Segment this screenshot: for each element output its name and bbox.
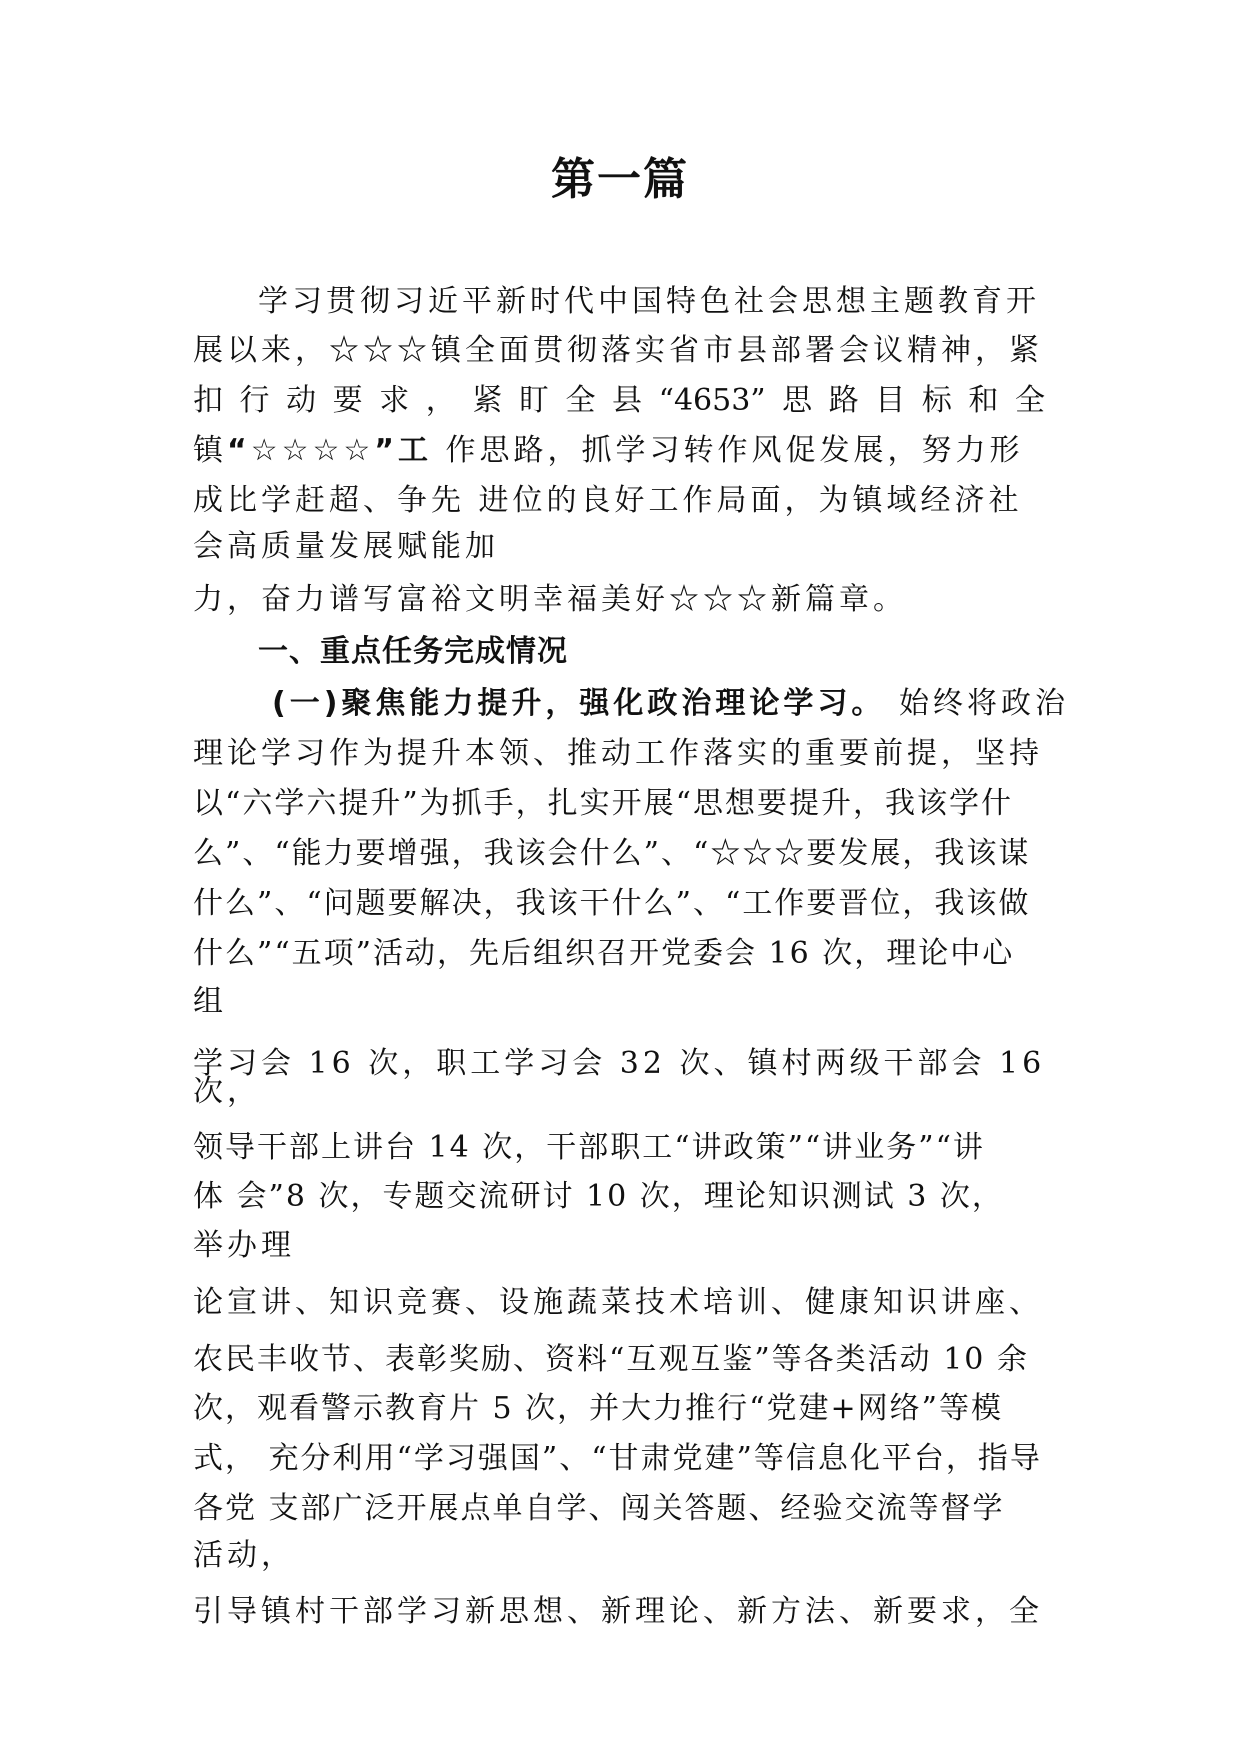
paragraph-line (272, 684, 1069, 724)
paragraph-line: 论宣讲、知识竞赛、设施蔬菜技术培训、健康知识讲座、 (193, 1285, 1043, 1320)
paragraph-line: 力，奋力谱写富裕文明幸福美好☆☆☆新篇章。 (193, 582, 907, 617)
paragraph-line: 次， (193, 1074, 261, 1109)
paragraph-line: 体 会”8 次，专题交流研讨 10 次，理论知识测试 3 次， (193, 1179, 1004, 1214)
section-heading: 一、重点任务完成情况 (258, 634, 568, 669)
text-segment: 作思路，抓学习转作风促发展，努力形 (432, 433, 1024, 468)
paragraph-line: 理论学习作为提升本领、推动工作落实的重要前提，坚持 (193, 736, 1043, 771)
paragraph-line: 各党 支部广泛开展点单自学、闯关答题、经验交流等督学 (193, 1491, 1005, 1526)
text-segment: 镇 (193, 433, 227, 468)
paragraph-line: 什么”、“问题要解决，我该干什么”、“工作要晋位，我该做 (193, 886, 1031, 921)
paragraph-line: 什么”“五项”活动，先后组织召开党委会 16 次，理论中心 (193, 936, 1015, 971)
paragraph-line: 会高质量发展赋能加 (193, 529, 499, 564)
paragraph-line: 次，观看警示教育片 5 次，并大力推行“党建+网络”等模 (193, 1391, 1003, 1426)
paragraph-line: 么”、“能力要增强，我该会什么”、“☆☆☆要发展，我该谋 (193, 836, 1031, 871)
paragraph-line: 活动， (193, 1538, 295, 1573)
page-title: 第一篇 (551, 154, 689, 205)
paragraph-line: 农民丰收节、表彰奖励、资料“互观互鉴”等各类活动 10 余 (193, 1342, 1029, 1377)
paragraph-line: 领导干部上讲台 14 次，干部职工“讲政策”“讲业务”“讲 (193, 1130, 985, 1165)
paragraph-line: 学习会 16 次，职工学习会 32 次、镇村两级干部会 16 (193, 1046, 1046, 1081)
bold-quote: “☆☆☆☆”工 (227, 433, 433, 468)
paragraph-line: 式， 充分利用“学习强国”、“甘肃党建”等信息化平台，指导 (193, 1441, 1042, 1476)
paragraph-line: 引导镇村干部学习新思想、新理论、新方法、新要求，全 (193, 1594, 1043, 1629)
paragraph-line (193, 431, 1024, 471)
paragraph-line: 展以来，☆☆☆镇全面贯彻落实省市县部署会议精神，紧 (193, 333, 1043, 368)
paragraph-line: 以“六学六提升”为抓手，扎实开展“思想要提升，我该学什 (193, 786, 1014, 821)
paragraph-line: 成比学赶超、争先 进位的良好工作局面，为镇域经济社 (193, 483, 1023, 518)
subsection-heading: (一)聚焦能力提升，强化政治理论学习。 (272, 686, 886, 721)
paragraph-line: 组 (193, 984, 227, 1019)
paragraph-line: 学习贯彻习近平新时代中国特色社会思想主题教育开 (258, 284, 1040, 319)
paragraph-line: 举办理 (193, 1228, 295, 1263)
text-segment: 始终将政治 (885, 686, 1069, 721)
paragraph-line: 扣行动要求，紧盯全县“4653”思路目标和全 (193, 383, 1045, 418)
